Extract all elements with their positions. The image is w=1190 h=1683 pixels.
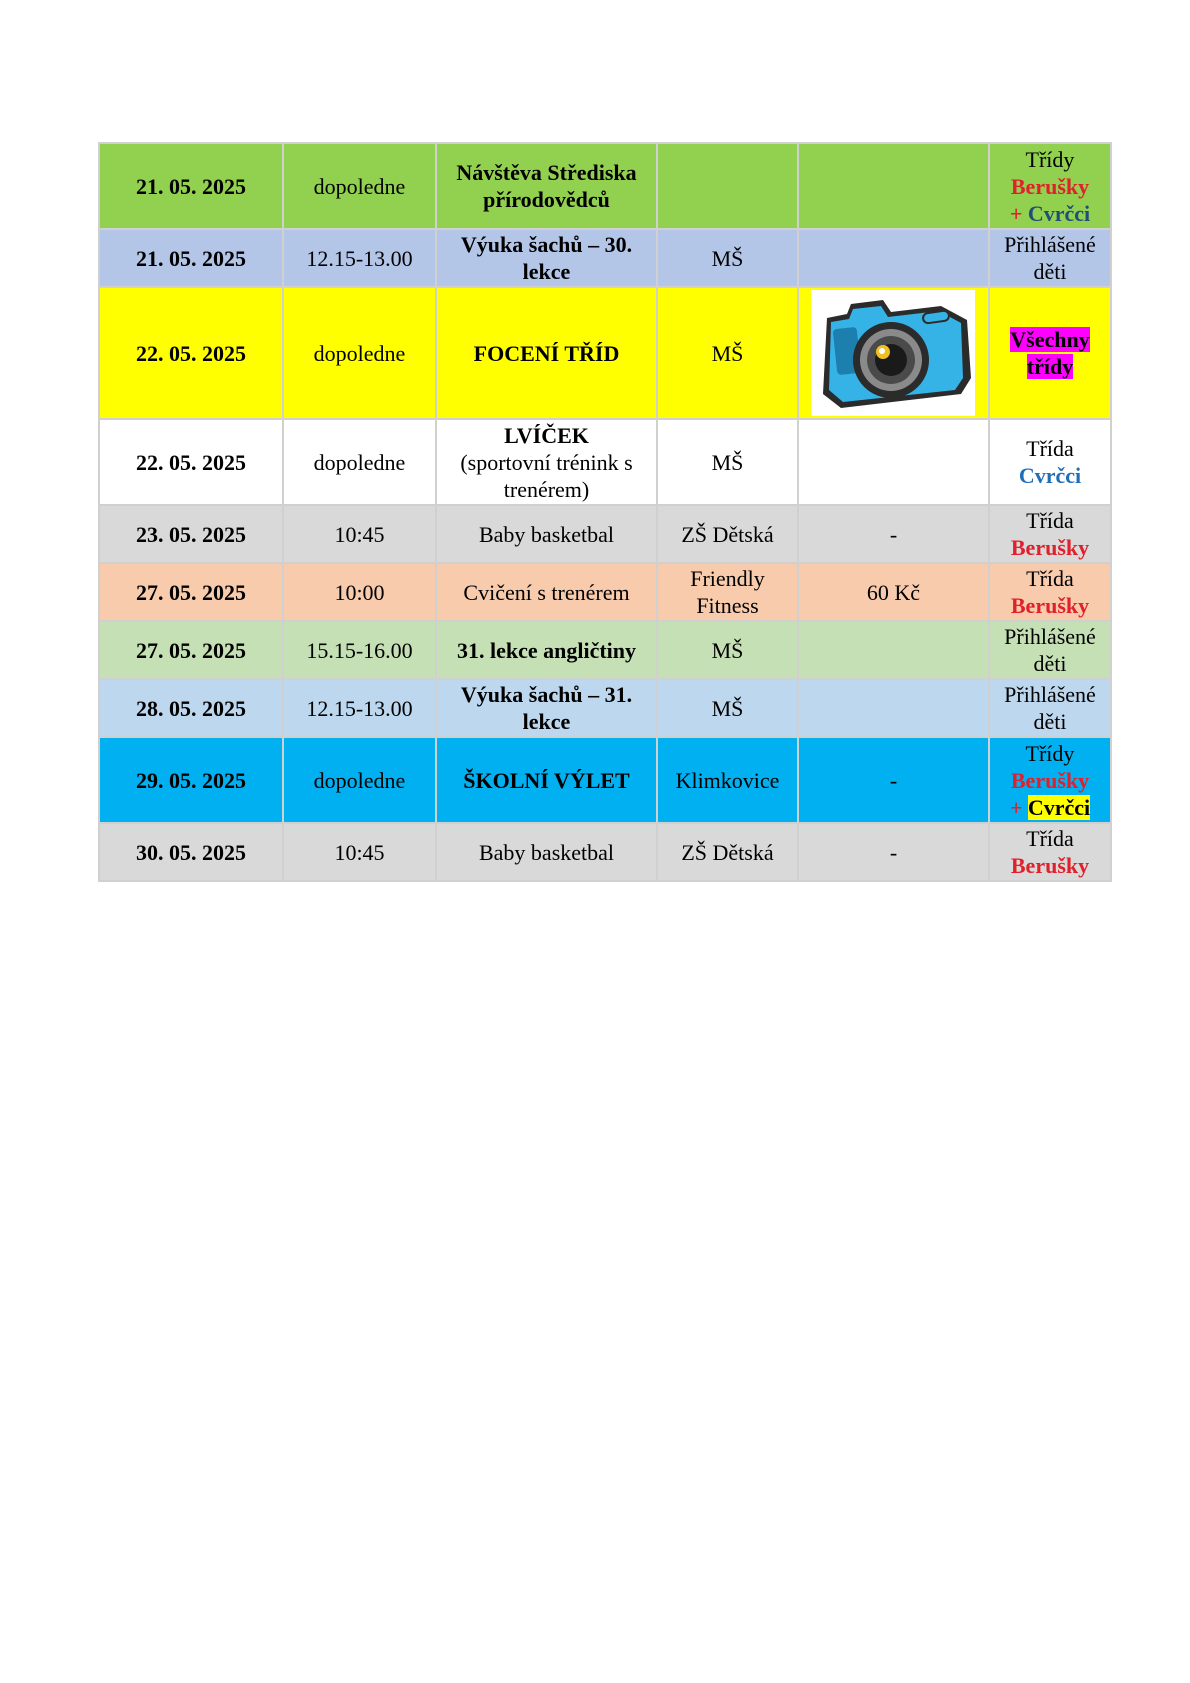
place-cell: MŠ [657, 229, 798, 287]
date-cell: 23. 05. 2025 [99, 505, 283, 563]
classes-label: Třída [1026, 826, 1074, 851]
price-cell: - [798, 737, 989, 823]
date-cell: 29. 05. 2025 [99, 737, 283, 823]
event-cell: FOCENÍ TŘÍD [436, 287, 657, 419]
event-cell: Baby basketbal [436, 505, 657, 563]
event-cell: ŠKOLNÍ VÝLET [436, 737, 657, 823]
class-cvrcci: Cvrčci [1018, 463, 1082, 488]
time-cell: 12.15-13.00 [283, 229, 436, 287]
classes-cell [989, 505, 1111, 563]
time-cell: dopoledne [283, 143, 436, 229]
camera-image [811, 290, 975, 416]
time-cell: 10:45 [283, 823, 436, 881]
table-row [99, 621, 1111, 679]
plus-sign: + [1009, 794, 1023, 820]
classes-cell [989, 563, 1111, 621]
place-cell: MŠ [657, 419, 798, 505]
event-cell: Cvičení s trenérem [436, 563, 657, 621]
event-title: LVÍČEK [504, 422, 589, 448]
class-cvrcci: Cvrčci [1027, 794, 1091, 820]
camera-icon [811, 290, 975, 416]
event-cell: Baby basketbal [436, 823, 657, 881]
classes-cell: Přihlášené děti [989, 679, 1111, 737]
table-row [99, 287, 1111, 419]
plus-sign: + [1009, 200, 1023, 226]
event-cell: Návštěva Střediska přírodovědců [436, 143, 657, 229]
event-cell: Výuka šachů – 31. lekce [436, 679, 657, 737]
price-cell: - [798, 505, 989, 563]
classes-cell [989, 287, 1111, 419]
date-cell: 21. 05. 2025 [99, 143, 283, 229]
class-cvrcci: Cvrčci [1027, 200, 1091, 226]
date-cell: 27. 05. 2025 [99, 563, 283, 621]
event-cell: 31. lekce angličtiny [436, 621, 657, 679]
price-cell: 60 Kč [798, 563, 989, 621]
classes-cell [989, 143, 1111, 229]
class-beruska: Berušky [1010, 173, 1090, 199]
table-row [99, 679, 1111, 737]
classes-label: Všechny třídy [1010, 327, 1090, 379]
class-beruska: Berušky [1010, 535, 1090, 560]
classes-label: Třídy [1025, 146, 1075, 172]
place-cell: Friendly Fitness [657, 563, 798, 621]
date-cell: 21. 05. 2025 [99, 229, 283, 287]
table-row [99, 823, 1111, 881]
classes-cell [989, 419, 1111, 505]
date-cell: 30. 05. 2025 [99, 823, 283, 881]
schedule-table [98, 142, 1112, 882]
place-cell: ZŠ Dětská [657, 505, 798, 563]
date-cell: 28. 05. 2025 [99, 679, 283, 737]
time-cell: 10:00 [283, 563, 436, 621]
table-row [99, 229, 1111, 287]
place-cell: MŠ [657, 287, 798, 419]
table-row [99, 419, 1111, 505]
table-row [99, 563, 1111, 621]
classes-label: Třída [1026, 566, 1074, 591]
event-cell [436, 419, 657, 505]
time-cell: 10:45 [283, 505, 436, 563]
image-cell [798, 287, 989, 419]
place-cell: Klimkovice [657, 737, 798, 823]
time-cell: 12.15-13.00 [283, 679, 436, 737]
classes-label: Třída [1026, 508, 1074, 533]
classes-cell [989, 823, 1111, 881]
time-cell: 15.15-16.00 [283, 621, 436, 679]
event-cell: Výuka šachů – 30. lekce [436, 229, 657, 287]
classes-cell [989, 737, 1111, 823]
date-cell: 22. 05. 2025 [99, 287, 283, 419]
price-cell [798, 143, 989, 229]
place-cell: MŠ [657, 621, 798, 679]
table-row [99, 505, 1111, 563]
date-cell: 27. 05. 2025 [99, 621, 283, 679]
classes-cell: Přihlášené děti [989, 621, 1111, 679]
place-cell [657, 143, 798, 229]
price-cell [798, 679, 989, 737]
time-cell: dopoledne [283, 737, 436, 823]
event-subtitle: (sportovní trénink s trenérem) [460, 449, 633, 502]
price-cell [798, 621, 989, 679]
classes-cell: Přihlášené děti [989, 229, 1111, 287]
class-beruska: Berušky [1010, 767, 1090, 793]
price-cell [798, 229, 989, 287]
classes-label: Třída [1026, 436, 1074, 461]
table-row [99, 143, 1111, 229]
price-cell [798, 419, 989, 505]
place-cell: ZŠ Dětská [657, 823, 798, 881]
date-cell: 22. 05. 2025 [99, 419, 283, 505]
table-row [99, 737, 1111, 823]
class-beruska: Berušky [1010, 853, 1090, 878]
time-cell: dopoledne [283, 287, 436, 419]
class-beruska: Berušky [1010, 593, 1090, 618]
time-cell: dopoledne [283, 419, 436, 505]
classes-label: Třídy [1025, 740, 1075, 766]
place-cell: MŠ [657, 679, 798, 737]
price-cell: - [798, 823, 989, 881]
